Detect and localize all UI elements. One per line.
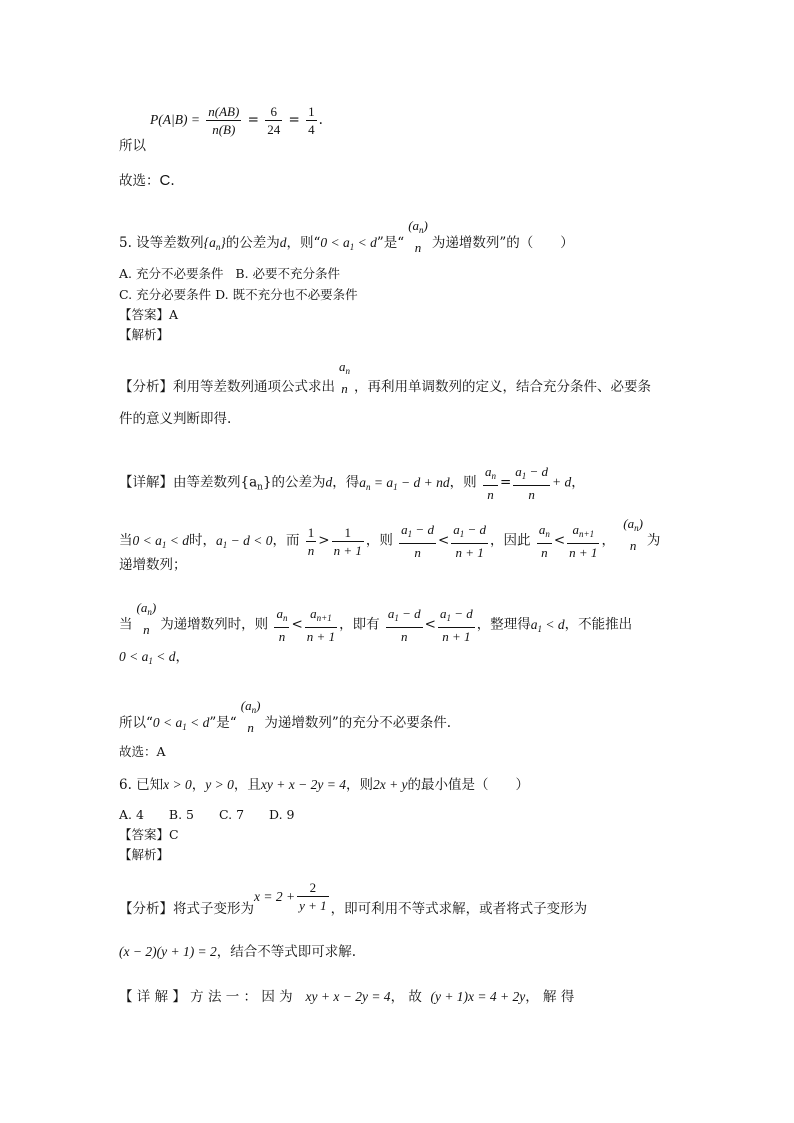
fraction: $\frac{1}{n + 1}$	[333, 524, 362, 558]
q5-fenxi-line1: 【分析】利用等差数列通项公式求出 $a_n$ n ，再利用单调数列的定义，结合充分条件、必要条	[119, 359, 651, 396]
fraction: $\frac{2}{y + 1}$	[299, 880, 327, 913]
fraction: $\frac{a_{n+1}}{n + 1}$	[306, 606, 336, 644]
q6-xiangjie-line1: 【 详 解 】 方 法 一 ： 因 为 xy + x − 2y = 4， 故 (y + 1)x = 4 + 2y， 解 得	[119, 989, 575, 1005]
q5-xiangjie-line5: $0 < a_1 < d$，	[119, 649, 189, 666]
fraction: $\frac{1}{n}$	[307, 524, 315, 558]
q5-xiangjie-line4: 当 $(a_n)$ n 为递增数列时，则 $\frac{a_n}{n}$ < $\frac{a_{n+1}}{n + 1}$ ，即有 $\frac{a_1 - d}{n}$ < $\frac{a_1 - d}{n + 1}$ ，整理得$a_1 < d$，不能推出	[119, 599, 633, 644]
q5-xiangjie-line3: 递增数列；	[119, 557, 187, 573]
fraction: $\frac{a_1 - d}{n + 1}$	[439, 606, 473, 644]
fraction: $\frac{a_{n+1}}{n + 1}$	[569, 522, 598, 560]
fraction: $\frac{a_1 - d}{n}$	[387, 606, 421, 644]
q6-fenxi-line1: 【分析】将式子变形为x = 2 + $\frac{2}{y + 1}$ ，即可利用不等式求解，或者将式子变形为	[119, 880, 588, 917]
fraction: $\frac{a_n}{n}$	[538, 522, 550, 560]
fraction: $(a_n)$ n	[623, 515, 643, 553]
suoyi-label: 所以	[119, 138, 146, 154]
q5-stem: 5. 设等差数列$\{a_n\}$的公差为d，则“$0 < a_1 < d$”是“ $(a_n)$ n 为递增数列”的（ ）	[119, 218, 574, 255]
fraction: $(a_n)$ n	[136, 599, 157, 637]
q5-answer: 【答案】A	[119, 307, 179, 322]
fraction: $\frac{a_1 - d}{n}$	[401, 522, 434, 560]
guxuan-line: 故选：C.	[119, 172, 175, 189]
q5-jiexi: 【解析】	[119, 327, 170, 342]
q5-xiangjie-line2: 当$0 < a_1 < d$时，$a_1 - d < 0$，而 $\frac{1}{n}$ > $\frac{1}{n + 1}$ ，则 $\frac{a_1 - d}{n}$ < $\frac{a_1 - d}{n + 1}$ ，因此 $\frac{a_n}{n}$ < $\frac{a_{n+1}}{n + 1}$ ， $(a_n)$ n 为	[119, 515, 661, 560]
q6-fenxi-line2: (x − 2)(y + 1) = 2，结合不等式即可求解.	[119, 944, 357, 960]
q5-conclusion: 所以“$0 < a_1 < d$”是“ $(a_n)$ n 为递增数列”的充分不必要条件.	[119, 698, 452, 735]
q5-guxuan: 故选：A	[119, 744, 166, 759]
fraction: $\frac{a_n}{n}$	[276, 606, 288, 644]
q5-xiangjie-line1: 【详解】由等差数列$\{a_n\}$的公差为d，得$a_n = a_1 - d$ + nd，则 $\frac{a_n}{n}$ = $\frac{a_1 - d}{n}$ + d，	[119, 464, 585, 502]
fraction: $\frac{a_n}{n}$	[484, 464, 496, 502]
q5-fenxi-line2: 件的意义判断即得.	[119, 411, 232, 427]
fraction: $(a_n)$ n	[240, 698, 261, 735]
fraction: $\frac{6}{24}$	[267, 104, 281, 137]
fraction: $\frac{n(AB)}{n(B)}$	[208, 104, 240, 137]
fraction: $\frac{1}{4}$	[308, 104, 315, 137]
formula-lhs: P(A|B) =	[150, 112, 200, 127]
fraction: $a_n$ n	[339, 359, 350, 396]
q6-jiexi: 【解析】	[119, 847, 170, 862]
q6-stem: 6. 已知x > 0，y > 0，且xy + x − 2y = 4，则2x + y的最小值是（ ）	[119, 777, 530, 793]
fraction: $(a_n)$ n	[408, 218, 428, 255]
q6-answer: 【答案】C	[119, 827, 179, 842]
fraction: $\frac{a_1 - d}{n + 1}$	[453, 522, 487, 560]
q6-options: A. 4 B. 5 C. 7 D. 9	[119, 807, 295, 822]
q5-options-ab: A. 充分不必要条件 B. 必要不充分条件	[119, 266, 341, 281]
fraction: $\frac{a_1 - d}{n}$	[515, 464, 549, 502]
q5-options-cd: C. 充分必要条件 D. 既不充分也不必要条件	[119, 287, 358, 302]
formula-line: P(A|B) = $\frac{n(AB)}{n(B)}$ = $\frac{6}{24}$ = $\frac{1}{4}$ .	[150, 104, 323, 137]
